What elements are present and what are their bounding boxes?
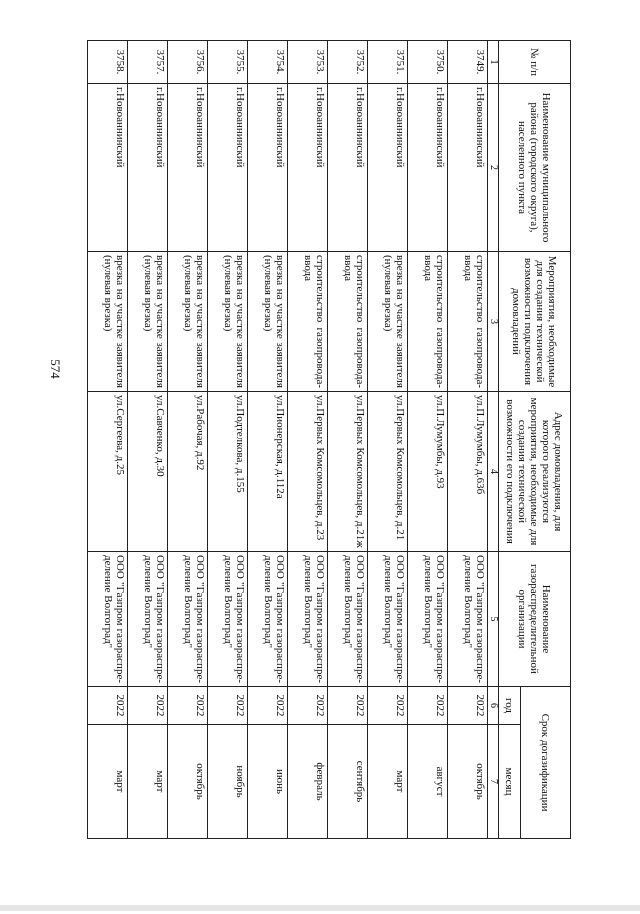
table-row	[88, 41, 128, 839]
year-cell: 2022	[128, 687, 168, 725]
address-cell: ул.Пионерская, д.112а	[248, 392, 288, 552]
month-cell: июнь	[248, 725, 288, 839]
column-number: 7	[488, 725, 499, 839]
month-cell: сентябрь	[328, 725, 368, 839]
table-row	[408, 41, 448, 839]
page-number: 574	[48, 359, 63, 379]
organization-cell: ООО "Газпром газораспре-деление Волгоград"	[248, 552, 288, 687]
month-cell: март	[88, 725, 128, 839]
scan-edge	[0, 905, 640, 911]
district-cell: г.Новоаннинский	[288, 84, 328, 252]
organization-cell: ООО "Газпром газораспре-деление Волгоград"	[128, 552, 168, 687]
table-row	[288, 41, 328, 839]
row-number: 3755.	[208, 41, 248, 84]
year-cell: 2022	[408, 687, 448, 725]
district-cell: г.Новоаннинский	[408, 84, 448, 252]
row-number: 3757.	[128, 41, 168, 84]
address-cell: ул.П.Лумумбы, д.93	[408, 392, 448, 552]
measures-cell: врезка на участке заявителя (нулевая врезка)	[128, 252, 168, 392]
district-cell: г.Новоаннинский	[248, 84, 288, 252]
organization-cell: ООО "Газпром газораспре-деление Волгоград"	[208, 552, 248, 687]
district-cell: г.Новоаннинский	[208, 84, 248, 252]
month-cell: февраль	[288, 725, 328, 839]
district-cell: г.Новоаннинский	[88, 84, 128, 252]
table-body	[88, 41, 488, 839]
header-year: год	[499, 687, 521, 725]
measures-cell: врезка на участке заявителя (нулевая врезка)	[88, 252, 128, 392]
year-cell: 2022	[288, 687, 328, 725]
month-cell: октябрь	[448, 725, 488, 839]
address-cell: ул.Первых Комсомольцев, д.21	[368, 392, 408, 552]
rotated-page-content	[89, 40, 571, 838]
table-row	[328, 41, 368, 839]
year-cell: 2022	[448, 687, 488, 725]
month-cell: август	[408, 725, 448, 839]
organization-cell: ООО "Газпром газораспре-деление Волгоград"	[448, 552, 488, 687]
row-number: 3754.	[248, 41, 288, 84]
row-number: 3749.	[448, 41, 488, 84]
measures-cell: строительство газопровода-ввода	[328, 252, 368, 392]
address-cell: ул.Рабочая, д.92	[168, 392, 208, 552]
district-cell: г.Новоаннинский	[168, 84, 208, 252]
table-row	[168, 41, 208, 839]
column-number-row	[488, 41, 499, 839]
header-org: Наименование газораспределительной организации	[499, 552, 571, 687]
header-num: № п/п	[499, 41, 571, 84]
district-cell: г.Новоаннинский	[328, 84, 368, 252]
organization-cell: ООО "Газпром газораспре-деление Волгоград"	[368, 552, 408, 687]
gasification-table	[87, 40, 571, 839]
organization-cell: ООО "Газпром газораспре-деление Волгоград"	[88, 552, 128, 687]
table-row	[208, 41, 248, 839]
table-row	[368, 41, 408, 839]
district-cell: г.Новоаннинский	[128, 84, 168, 252]
header-measures: Мероприятия, необходимые для создания технической возможности подключения домовладений	[499, 252, 571, 392]
year-cell: 2022	[168, 687, 208, 725]
address-cell: ул.Первых Комсомольцев, д.21ж	[328, 392, 368, 552]
district-cell: г.Новоаннинский	[368, 84, 408, 252]
column-number: 6	[488, 687, 499, 725]
address-cell: ул.Первых Комсомольцев, д.23	[288, 392, 328, 552]
year-cell: 2022	[208, 687, 248, 725]
row-number: 3753.	[288, 41, 328, 84]
measures-cell: врезка на участке заявителя (нулевая врезка)	[248, 252, 288, 392]
year-cell: 2022	[368, 687, 408, 725]
measures-cell: врезка на участке заявителя (нулевая врезка)	[168, 252, 208, 392]
header-district: Наименование муниципального района (городского округа), населенного пункта	[499, 84, 571, 252]
row-number: 3756.	[168, 41, 208, 84]
header-term: Срок догазификации	[521, 687, 571, 839]
column-number: 1	[488, 41, 499, 84]
column-number: 2	[488, 84, 499, 252]
month-cell: октябрь	[168, 725, 208, 839]
measures-cell: врезка на участке заявителя (нулевая врезка)	[208, 252, 248, 392]
month-cell: ноябрь	[208, 725, 248, 839]
row-number: 3750.	[408, 41, 448, 84]
measures-cell: врезка на участке заявителя (нулевая врезка)	[368, 252, 408, 392]
table-row	[248, 41, 288, 839]
row-number: 3758.	[88, 41, 128, 84]
address-cell: ул.Савченко, д.30	[128, 392, 168, 552]
row-number: 3752.	[328, 41, 368, 84]
year-cell: 2022	[248, 687, 288, 725]
month-cell: март	[128, 725, 168, 839]
month-cell: март	[368, 725, 408, 839]
row-number: 3751.	[368, 41, 408, 84]
address-cell: ул.П.Лумумбы, д.63б	[448, 392, 488, 552]
organization-cell: ООО "Газпром газораспре-деление Волгоград"	[288, 552, 328, 687]
organization-cell: ООО "Газпром газораспре-деление Волгоград"	[328, 552, 368, 687]
organization-cell: ООО "Газпром газораспре-деление Волгоград"	[408, 552, 448, 687]
column-number: 4	[488, 392, 499, 552]
column-number: 3	[488, 252, 499, 392]
measures-cell: строительство газопровода-ввода	[448, 252, 488, 392]
measures-cell: строительство газопровода-ввода	[408, 252, 448, 392]
measures-cell: строительство газопровода-ввода	[288, 252, 328, 392]
address-cell: ул.Сергеева, д.25	[88, 392, 128, 552]
table-row	[128, 41, 168, 839]
header-month: месяц	[499, 725, 521, 839]
column-number: 5	[488, 552, 499, 687]
organization-cell: ООО "Газпром газораспре-деление Волгоград"	[168, 552, 208, 687]
year-cell: 2022	[328, 687, 368, 725]
district-cell: г.Новоаннинский	[448, 84, 488, 252]
year-cell: 2022	[88, 687, 128, 725]
header-address: Адрес домовладения, для которого реализуются мероприятия, необходимые для создания технической возможности его подключения	[499, 392, 571, 552]
table-row	[448, 41, 488, 839]
address-cell: ул.Подтелкова, д.155	[208, 392, 248, 552]
